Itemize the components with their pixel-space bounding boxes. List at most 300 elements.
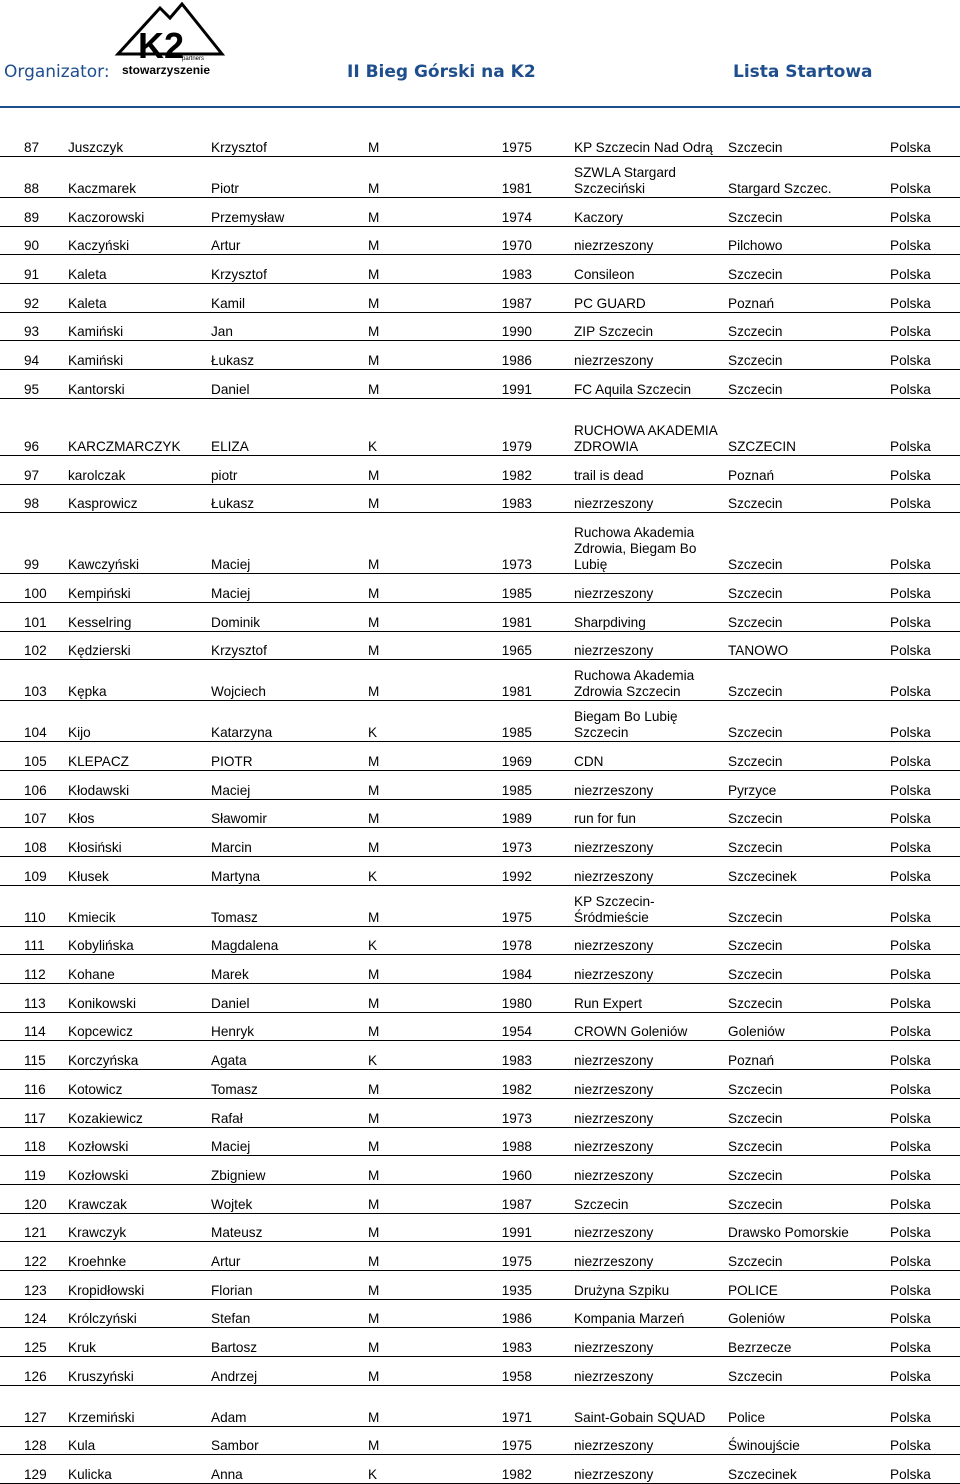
cell-city: Szczecin <box>728 1127 890 1156</box>
cell-surname: Kłos <box>68 799 211 828</box>
cell-club: niezrzeszony <box>532 1127 728 1156</box>
cell-birth-year: 1982 <box>456 1070 532 1099</box>
cell-city: Szczecin <box>728 341 890 370</box>
cell-city: Police <box>728 1385 890 1426</box>
cell-birth-year: 1935 <box>456 1270 532 1299</box>
cell-sex: M <box>368 513 456 574</box>
cell-birth-year: 1985 <box>456 701 532 742</box>
cell-sex: M <box>368 1270 456 1299</box>
cell-birth-year: 1987 <box>456 1184 532 1213</box>
cell-club: niezrzeszony <box>532 1041 728 1070</box>
cell-surname: Kędzierski <box>68 631 211 660</box>
cell-first-name: Rafał <box>211 1098 368 1127</box>
cell-surname: Królczyński <box>68 1299 211 1328</box>
table-row <box>0 1328 960 1357</box>
table-row <box>0 1426 960 1455</box>
cell-club: Ruchowa Akademia Zdrowia Szczecin <box>532 660 728 701</box>
cell-city: Szczecin <box>728 955 890 984</box>
cell-surname: KLEPACZ <box>68 742 211 771</box>
cell-surname: Kamiński <box>68 312 211 341</box>
cell-first-name: Daniel <box>211 370 368 399</box>
cell-birth-year: 1985 <box>456 574 532 603</box>
cell-start-number: 104 <box>0 701 68 742</box>
cell-sex: M <box>368 742 456 771</box>
cell-surname: Kroehnke <box>68 1242 211 1271</box>
cell-country: Polska <box>890 955 960 984</box>
cell-sex: M <box>368 885 456 926</box>
cell-first-name: ELIZA <box>211 398 368 455</box>
cell-start-number: 99 <box>0 513 68 574</box>
cell-country: Polska <box>890 1012 960 1041</box>
cell-sex: M <box>368 955 456 984</box>
cell-birth-year: 1975 <box>456 116 532 157</box>
cell-city: Szczecin <box>728 828 890 857</box>
cell-club: KP Szczecin Nad Odrą <box>532 116 728 157</box>
cell-country: Polska <box>890 1070 960 1099</box>
cell-birth-year: 1980 <box>456 984 532 1013</box>
cell-sex: M <box>368 1098 456 1127</box>
cell-surname: Kobylińska <box>68 926 211 955</box>
cell-country: Polska <box>890 116 960 157</box>
cell-city: Bezrzecze <box>728 1328 890 1357</box>
cell-surname: Krzemiński <box>68 1385 211 1426</box>
cell-birth-year: 1989 <box>456 799 532 828</box>
cell-country: Polska <box>890 828 960 857</box>
cell-birth-year: 1983 <box>456 1041 532 1070</box>
cell-club: niezrzeszony <box>532 341 728 370</box>
table-row <box>0 370 960 399</box>
table-row <box>0 1299 960 1328</box>
cell-surname: Kropidłowski <box>68 1270 211 1299</box>
cell-surname: Kępka <box>68 660 211 701</box>
table-row <box>0 226 960 255</box>
table-row <box>0 631 960 660</box>
cell-surname: Kozłowski <box>68 1127 211 1156</box>
organizer-label: Organizator: <box>4 62 110 82</box>
cell-club: CROWN Goleniów <box>532 1012 728 1041</box>
cell-surname: Kozakiewicz <box>68 1098 211 1127</box>
cell-start-number: 110 <box>0 885 68 926</box>
cell-sex: M <box>368 1299 456 1328</box>
cell-club: niezrzeszony <box>532 1098 728 1127</box>
cell-start-number: 107 <box>0 799 68 828</box>
table-row <box>0 1385 960 1426</box>
cell-sex: M <box>368 1357 456 1386</box>
cell-city: Poznań <box>728 1041 890 1070</box>
cell-first-name: Martyna <box>211 857 368 886</box>
cell-birth-year: 1960 <box>456 1156 532 1185</box>
cell-surname: Krawczak <box>68 1184 211 1213</box>
cell-first-name: Marcin <box>211 828 368 857</box>
cell-city: Szczecin <box>728 660 890 701</box>
cell-first-name: Daniel <box>211 984 368 1013</box>
cell-club: niezrzeszony <box>532 226 728 255</box>
cell-city: Szczecinek <box>728 857 890 886</box>
cell-city: Szczecin <box>728 574 890 603</box>
cell-club: niezrzeszony <box>532 1455 728 1484</box>
cell-club: Kompania Marzeń <box>532 1299 728 1328</box>
cell-surname: Kohane <box>68 955 211 984</box>
cell-first-name: piotr <box>211 455 368 484</box>
cell-start-number: 101 <box>0 602 68 631</box>
cell-surname: Kłosiński <box>68 828 211 857</box>
cell-start-number: 100 <box>0 574 68 603</box>
cell-start-number: 102 <box>0 631 68 660</box>
cell-city: Szczecin <box>728 799 890 828</box>
cell-country: Polska <box>890 799 960 828</box>
cell-sex: M <box>368 157 456 198</box>
cell-club: Drużyna Szpiku <box>532 1270 728 1299</box>
cell-city: Szczecin <box>728 602 890 631</box>
logo-sub-text: stowarzyszenie <box>122 63 211 77</box>
table-row <box>0 284 960 313</box>
cell-birth-year: 1986 <box>456 341 532 370</box>
cell-start-number: 122 <box>0 1242 68 1271</box>
cell-birth-year: 1992 <box>456 857 532 886</box>
cell-start-number: 112 <box>0 955 68 984</box>
cell-city: Goleniów <box>728 1012 890 1041</box>
cell-club: FC Aquila Szczecin <box>532 370 728 399</box>
cell-start-number: 97 <box>0 455 68 484</box>
cell-sex: M <box>368 1012 456 1041</box>
cell-club: KP Szczecin-Śródmieście <box>532 885 728 926</box>
cell-city: Szczecin <box>728 1098 890 1127</box>
table-row <box>0 1041 960 1070</box>
cell-sex: M <box>368 602 456 631</box>
cell-sex: M <box>368 660 456 701</box>
cell-start-number: 121 <box>0 1213 68 1242</box>
cell-start-number: 113 <box>0 984 68 1013</box>
cell-birth-year: 1975 <box>456 1426 532 1455</box>
cell-club: Biegam Bo Lubię Szczecin <box>532 701 728 742</box>
cell-city: POLICE <box>728 1270 890 1299</box>
cell-country: Polska <box>890 370 960 399</box>
cell-country: Polska <box>890 484 960 513</box>
cell-start-number: 103 <box>0 660 68 701</box>
cell-birth-year: 1958 <box>456 1357 532 1386</box>
table-row <box>0 116 960 157</box>
cell-birth-year: 1987 <box>456 284 532 313</box>
cell-birth-year: 1985 <box>456 770 532 799</box>
cell-first-name: Artur <box>211 226 368 255</box>
table-row <box>0 984 960 1013</box>
cell-country: Polska <box>890 1328 960 1357</box>
cell-country: Polska <box>890 770 960 799</box>
cell-surname: Kopcewicz <box>68 1012 211 1041</box>
cell-club: Sharpdiving <box>532 602 728 631</box>
cell-country: Polska <box>890 255 960 284</box>
cell-first-name: Florian <box>211 1270 368 1299</box>
cell-first-name: Katarzyna <box>211 701 368 742</box>
table-row <box>0 885 960 926</box>
cell-city: Szczecin <box>728 513 890 574</box>
cell-city: Szczecin <box>728 255 890 284</box>
cell-surname: Kozłowski <box>68 1156 211 1185</box>
cell-birth-year: 1971 <box>456 1385 532 1426</box>
cell-birth-year: 1975 <box>456 1242 532 1271</box>
cell-first-name: Krzysztof <box>211 631 368 660</box>
cell-first-name: Adam <box>211 1385 368 1426</box>
table-row <box>0 574 960 603</box>
cell-start-number: 88 <box>0 157 68 198</box>
cell-start-number: 124 <box>0 1299 68 1328</box>
cell-city: Drawsko Pomorskie <box>728 1213 890 1242</box>
cell-sex: M <box>368 312 456 341</box>
table-row <box>0 828 960 857</box>
cell-surname: KARCZMARCZYK <box>68 398 211 455</box>
cell-start-number: 106 <box>0 770 68 799</box>
cell-start-number: 114 <box>0 1012 68 1041</box>
cell-start-number: 105 <box>0 742 68 771</box>
cell-sex: M <box>368 574 456 603</box>
cell-first-name: Krzysztof <box>211 116 368 157</box>
cell-city: Szczecin <box>728 312 890 341</box>
cell-sex: M <box>368 1385 456 1426</box>
cell-country: Polska <box>890 455 960 484</box>
logo-small-text: partners <box>182 56 205 62</box>
table-row <box>0 1455 960 1484</box>
table-row <box>0 1012 960 1041</box>
cell-city: Szczecin <box>728 926 890 955</box>
cell-sex: M <box>368 1156 456 1185</box>
cell-country: Polska <box>890 1127 960 1156</box>
cell-surname: Kaczorowski <box>68 198 211 227</box>
cell-country: Polska <box>890 984 960 1013</box>
cell-sex: K <box>368 1041 456 1070</box>
cell-start-number: 87 <box>0 116 68 157</box>
cell-surname: Kula <box>68 1426 211 1455</box>
cell-country: Polska <box>890 857 960 886</box>
cell-surname: Juszczyk <box>68 116 211 157</box>
cell-first-name: Anna <box>211 1455 368 1484</box>
cell-surname: Kawczyński <box>68 513 211 574</box>
cell-club: Run Expert <box>532 984 728 1013</box>
table-row <box>0 1127 960 1156</box>
cell-birth-year: 1983 <box>456 255 532 284</box>
cell-city: Szczecin <box>728 198 890 227</box>
cell-city: TANOWO <box>728 631 890 660</box>
cell-start-number: 108 <box>0 828 68 857</box>
table-row <box>0 455 960 484</box>
cell-first-name: Agata <box>211 1041 368 1070</box>
cell-city: Poznań <box>728 284 890 313</box>
page-header <box>0 0 960 110</box>
table-row <box>0 1242 960 1271</box>
cell-country: Polska <box>890 312 960 341</box>
cell-city: Świnoujście <box>728 1426 890 1455</box>
cell-surname: Kaleta <box>68 284 211 313</box>
cell-first-name: Sambor <box>211 1426 368 1455</box>
cell-start-number: 120 <box>0 1184 68 1213</box>
table-row <box>0 312 960 341</box>
cell-sex: K <box>368 857 456 886</box>
cell-club: Kaczory <box>532 198 728 227</box>
cell-surname: Kłodawski <box>68 770 211 799</box>
cell-birth-year: 1990 <box>456 312 532 341</box>
cell-country: Polska <box>890 926 960 955</box>
cell-sex: K <box>368 701 456 742</box>
cell-first-name: Łukasz <box>211 341 368 370</box>
cell-birth-year: 1973 <box>456 513 532 574</box>
cell-start-number: 127 <box>0 1385 68 1426</box>
cell-country: Polska <box>890 398 960 455</box>
cell-sex: K <box>368 1455 456 1484</box>
cell-first-name: Dominik <box>211 602 368 631</box>
cell-start-number: 98 <box>0 484 68 513</box>
cell-club: niezrzeszony <box>532 1156 728 1185</box>
cell-club: CDN <box>532 742 728 771</box>
cell-sex: M <box>368 198 456 227</box>
cell-start-number: 95 <box>0 370 68 399</box>
cell-start-number: 89 <box>0 198 68 227</box>
cell-country: Polska <box>890 1242 960 1271</box>
cell-country: Polska <box>890 1213 960 1242</box>
cell-first-name: PIOTR <box>211 742 368 771</box>
cell-birth-year: 1970 <box>456 226 532 255</box>
cell-sex: M <box>368 799 456 828</box>
cell-birth-year: 1981 <box>456 660 532 701</box>
cell-birth-year: 1974 <box>456 198 532 227</box>
cell-surname: Kesselring <box>68 602 211 631</box>
cell-first-name: Wojciech <box>211 660 368 701</box>
table-row <box>0 513 960 574</box>
cell-country: Polska <box>890 660 960 701</box>
cell-birth-year: 1969 <box>456 742 532 771</box>
cell-surname: Kaleta <box>68 255 211 284</box>
cell-start-number: 117 <box>0 1098 68 1127</box>
cell-start-number: 129 <box>0 1455 68 1484</box>
cell-city: Szczecin <box>728 484 890 513</box>
cell-sex: M <box>368 255 456 284</box>
cell-city: SZCZECIN <box>728 398 890 455</box>
cell-first-name: Zbigniew <box>211 1156 368 1185</box>
cell-city: Szczecin <box>728 1184 890 1213</box>
cell-country: Polska <box>890 226 960 255</box>
cell-city: Szczecin <box>728 1357 890 1386</box>
table-row <box>0 157 960 198</box>
cell-country: Polska <box>890 1156 960 1185</box>
cell-surname: Krawczyk <box>68 1213 211 1242</box>
cell-surname: Kantorski <box>68 370 211 399</box>
cell-first-name: Maciej <box>211 574 368 603</box>
cell-city: Szczecin <box>728 1156 890 1185</box>
cell-first-name: Wojtek <box>211 1184 368 1213</box>
cell-birth-year: 1982 <box>456 455 532 484</box>
table-row <box>0 1070 960 1099</box>
cell-sex: M <box>368 1328 456 1357</box>
table-row <box>0 701 960 742</box>
cell-country: Polska <box>890 885 960 926</box>
cell-birth-year: 1986 <box>456 1299 532 1328</box>
cell-club: PC GUARD <box>532 284 728 313</box>
cell-first-name: Krzysztof <box>211 255 368 284</box>
cell-sex: M <box>368 1242 456 1271</box>
cell-birth-year: 1991 <box>456 1213 532 1242</box>
table-row <box>0 1184 960 1213</box>
cell-surname: Korczyńska <box>68 1041 211 1070</box>
cell-club: niezrzeszony <box>532 955 728 984</box>
table-row <box>0 955 960 984</box>
cell-city: Goleniów <box>728 1299 890 1328</box>
cell-first-name: Henryk <box>211 1012 368 1041</box>
table-row <box>0 742 960 771</box>
start-list-table <box>0 116 960 1484</box>
cell-club: niezrzeszony <box>532 1426 728 1455</box>
cell-sex: M <box>368 370 456 399</box>
cell-birth-year: 1979 <box>456 398 532 455</box>
cell-surname: Kmiecik <box>68 885 211 926</box>
cell-birth-year: 1973 <box>456 828 532 857</box>
cell-start-number: 111 <box>0 926 68 955</box>
cell-club: Ruchowa Akademia Zdrowia, Biegam Bo Lubię <box>532 513 728 574</box>
cell-club: niezrzeszony <box>532 926 728 955</box>
cell-sex: M <box>368 984 456 1013</box>
cell-sex: K <box>368 398 456 455</box>
cell-first-name: Łukasz <box>211 484 368 513</box>
cell-country: Polska <box>890 1184 960 1213</box>
cell-start-number: 90 <box>0 226 68 255</box>
cell-start-number: 126 <box>0 1357 68 1386</box>
cell-start-number: 125 <box>0 1328 68 1357</box>
cell-birth-year: 1982 <box>456 1455 532 1484</box>
table-row <box>0 660 960 701</box>
cell-birth-year: 1981 <box>456 157 532 198</box>
k2-logo <box>110 2 230 80</box>
cell-surname: Kaczyński <box>68 226 211 255</box>
cell-city: Szczecin <box>728 885 890 926</box>
cell-first-name: Maciej <box>211 1127 368 1156</box>
cell-club: niezrzeszony <box>532 1328 728 1357</box>
cell-sex: M <box>368 1070 456 1099</box>
cell-start-number: 128 <box>0 1426 68 1455</box>
cell-sex: M <box>368 226 456 255</box>
cell-city: Szczecinek <box>728 1455 890 1484</box>
cell-surname: Kruszyński <box>68 1357 211 1386</box>
cell-sex: M <box>368 828 456 857</box>
cell-city: Poznań <box>728 455 890 484</box>
cell-club: SZWLA Stargard Szczeciński <box>532 157 728 198</box>
cell-country: Polska <box>890 284 960 313</box>
cell-club: Consileon <box>532 255 728 284</box>
cell-city: Szczecin <box>728 984 890 1013</box>
cell-club: RUCHOWA AKADEMIA ZDROWIA <box>532 398 728 455</box>
list-title: Lista Startowa <box>733 62 873 82</box>
cell-sex: M <box>368 631 456 660</box>
table-row <box>0 857 960 886</box>
cell-first-name: Artur <box>211 1242 368 1271</box>
cell-birth-year: 1984 <box>456 955 532 984</box>
table-row <box>0 341 960 370</box>
cell-country: Polska <box>890 198 960 227</box>
cell-city: Szczecin <box>728 1242 890 1271</box>
table-row <box>0 398 960 455</box>
cell-first-name: Andrzej <box>211 1357 368 1386</box>
cell-birth-year: 1983 <box>456 484 532 513</box>
cell-start-number: 123 <box>0 1270 68 1299</box>
cell-sex: M <box>368 484 456 513</box>
cell-city: Szczecin <box>728 116 890 157</box>
cell-country: Polska <box>890 1299 960 1328</box>
cell-club: niezrzeszony <box>532 484 728 513</box>
table-row <box>0 1098 960 1127</box>
cell-city: Szczecin <box>728 701 890 742</box>
cell-birth-year: 1981 <box>456 602 532 631</box>
cell-surname: Kempiński <box>68 574 211 603</box>
cell-start-number: 118 <box>0 1127 68 1156</box>
cell-birth-year: 1991 <box>456 370 532 399</box>
cell-sex: K <box>368 926 456 955</box>
cell-sex: M <box>368 284 456 313</box>
